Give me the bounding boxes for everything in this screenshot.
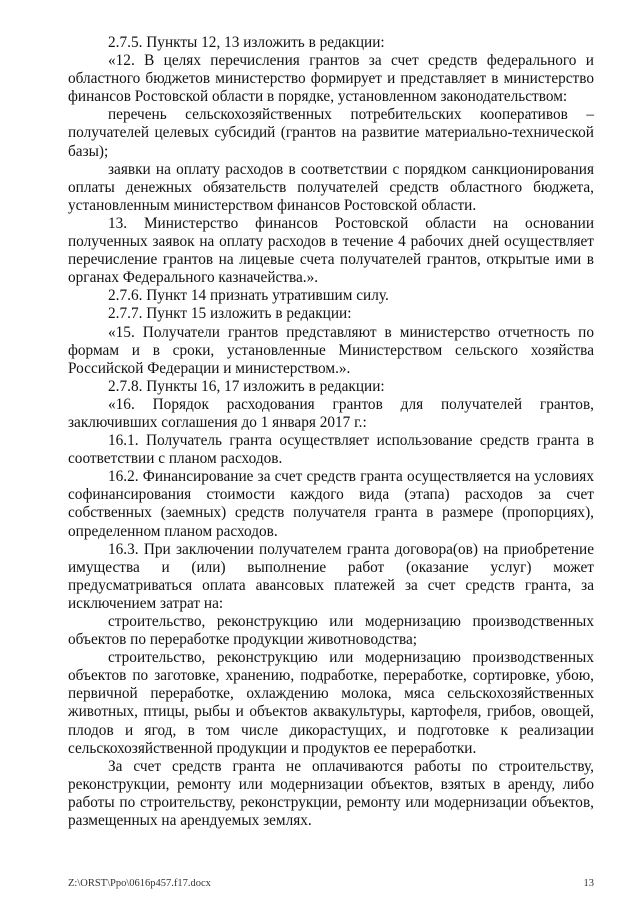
paragraph-payment-requests: заявки на оплату расходов в соответствии с порядком санкционирования оплаты денежных обязательств получателей средств областного бюджета, установленным министерством финансов Ростовской области. bbox=[68, 160, 594, 214]
page-number: 13 bbox=[583, 878, 594, 889]
paragraph-16-3: 16.3. При заключении получателем гранта договора(ов) на приобретение имущества и (или) выполнение работ (оказание услуг) может предусматриваться оплата авансовых платежей за счет средств гранта, за исключением затрат на: bbox=[68, 540, 594, 612]
paragraph-16-1: 16.1. Получатель гранта осуществляет использование средств гранта в соответствии с планом расходов. bbox=[68, 432, 594, 468]
paragraph-2-7-7: 2.7.7. Пункт 15 изложить в редакции: bbox=[108, 305, 352, 323]
paragraph-livestock-processing: строительство, реконструкцию или модернизацию производственных объектов по переработке продукции животноводства; bbox=[68, 613, 594, 649]
paragraph-leased-objects: За счет средств гранта не оплачиваются работы по строительству, реконструкции, ремонту или модернизации объектов, взятых в аренду, либо работы по строительству, реконструкции, ремонту или модернизации объектов, размещенных на арендуемых землях. bbox=[68, 757, 594, 830]
paragraph-15: «15. Получатели грантов представляют в министерство отчетность по формам и в сроки, установленные Министерством сельского хозяйства Российской Федерации и министерством.». bbox=[68, 323, 594, 377]
paragraph-2-7-8: 2.7.8. Пункты 16, 17 изложить в редакции: bbox=[108, 377, 385, 395]
paragraph-list-cooperatives: перечень сельскохозяйственных потребительских кооперативов – получателей целевых субсидий (грантов на развитие материально-технической базы); bbox=[68, 106, 594, 160]
file-path: Z:\ORST\Ppo\0616p457.f17.docx bbox=[68, 878, 211, 889]
paragraph-production-facilities: строительство, реконструкцию или модернизацию производственных объектов по заготовке, хранению, подработке, переработке, сортировке, убою, первичной переработке, охлаждению молока, мяса сельскохозяйственных животных, птицы, рыбы и объектов аквакультуры, картофеля, грибов, овощей, плодов и ягод, в том числе дикорастущих, и подготовке к реализации сельскохозяйственной продукции и продуктов ее переработки. bbox=[68, 649, 594, 757]
paragraph-16: «16. Порядок расходования грантов для получателей грантов, заключивших соглашения до 1 января 2017 г.: bbox=[68, 395, 594, 431]
paragraph-2-7-6: 2.7.6. Пункт 14 признать утратившим силу. bbox=[108, 287, 389, 305]
paragraph-12: «12. В целях перечисления грантов за счет средств федерального и областного бюджетов министерство формирует и представляет в министерство финансов Ростовской области в порядке, установленном законодательством: bbox=[68, 52, 594, 106]
document-body bbox=[68, 34, 594, 830]
paragraph-13: 13. Министерство финансов Ростовской области на основании полученных заявок на оплату расходов в течение 4 рабочих дней осуществляет перечисление грантов на лицевые счета получателей грантов, открытые ими в органах Федерального казначейства.». bbox=[68, 214, 594, 287]
paragraph-2-7-5: 2.7.5. Пункты 12, 13 изложить в редакции: bbox=[108, 34, 385, 51]
paragraph-16-2: 16.2. Финансирование за счет средств гранта осуществляется на условиях софинансирования стоимости каждого вида (этапа) расходов за счет собственных (заемных) средств получателя гранта в размере (пропорциях), определенном планом расходов. bbox=[68, 468, 594, 540]
